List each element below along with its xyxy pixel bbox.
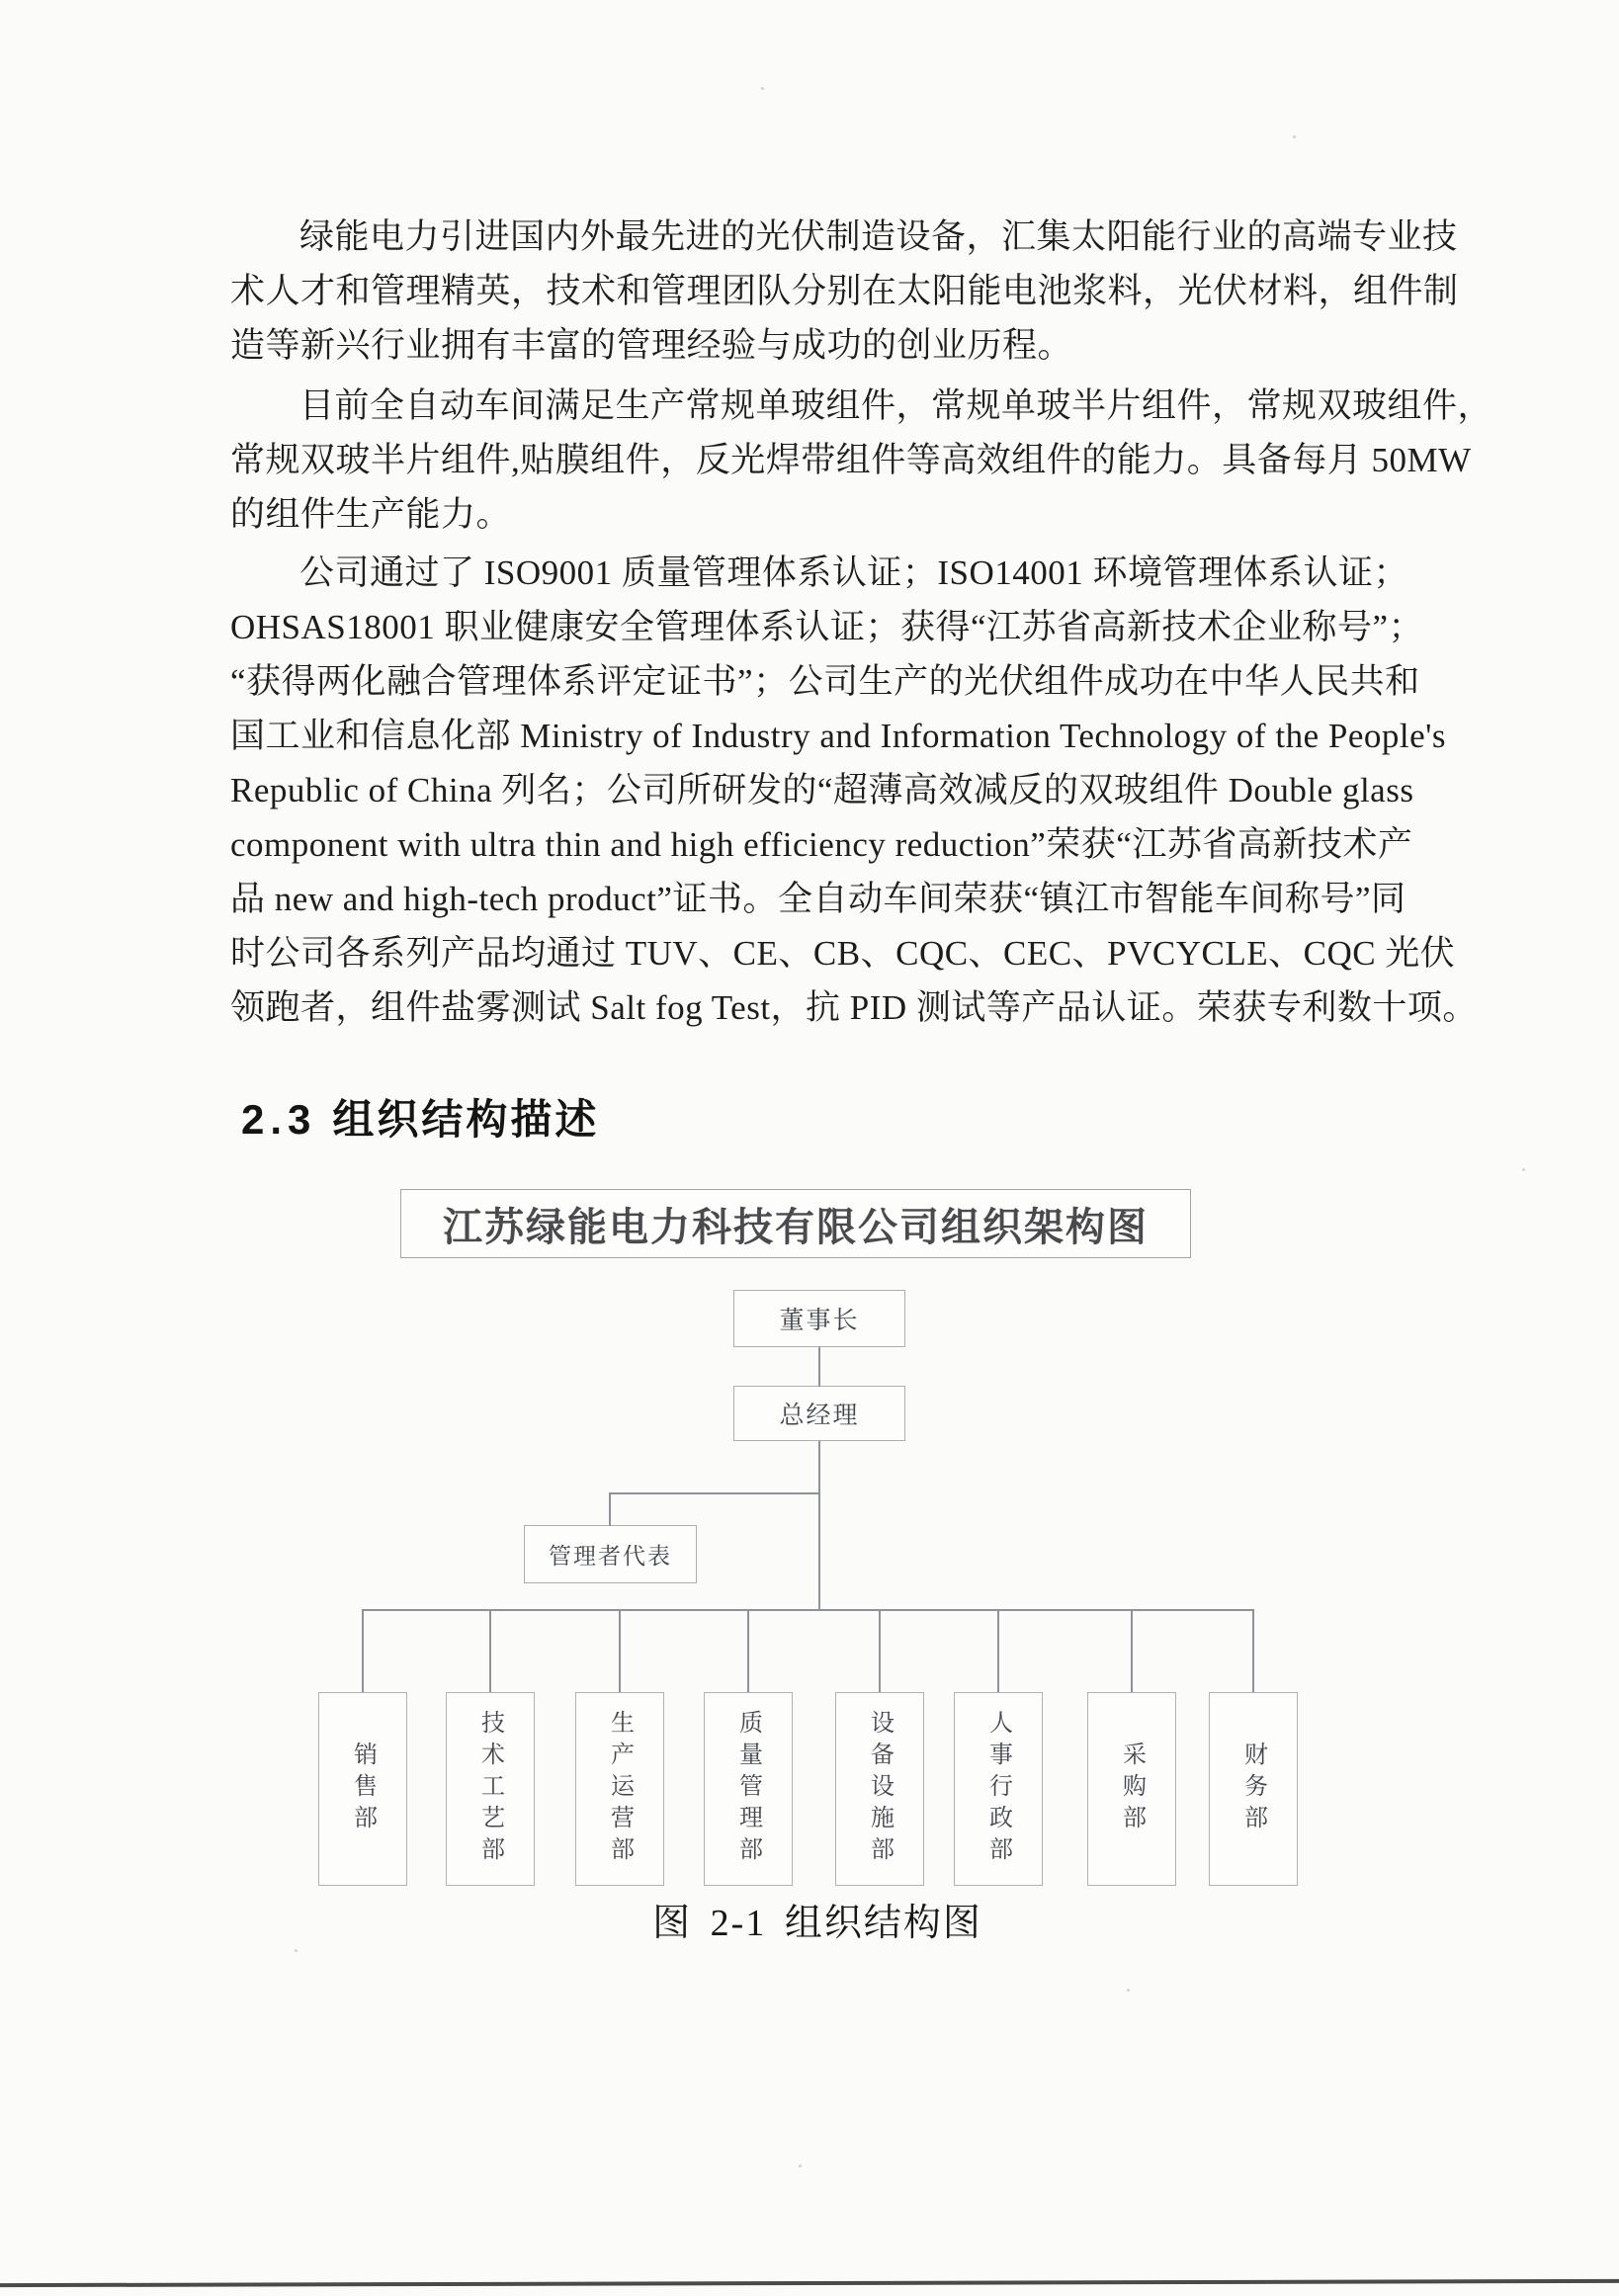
scan-speck: [1522, 1168, 1525, 1171]
dept-hr-administration: [954, 1692, 1043, 1886]
connector-drop-8: [1252, 1609, 1254, 1694]
connector-drop-7: [1131, 1609, 1133, 1694]
dept-finance-label: 财务部: [1239, 1742, 1267, 1836]
body-line: 术人才和管理精英，技术和管理团队分别在太阳能电池浆料，光伏材料，组件制: [230, 272, 1459, 310]
connector-drop-5: [879, 1609, 881, 1694]
body-line: 绿能电力引进国内外最先进的光伏制造设备，汇集太阳能行业的高端专业技: [299, 217, 1458, 256]
connector-drop-6: [997, 1609, 999, 1694]
body-line: 目前全自动车间满足生产常规单玻组件，常规单玻半片组件，常规双玻组件，: [299, 386, 1493, 425]
dept-equipment-facilities: [835, 1692, 924, 1886]
figure-caption: 图 2-1 组织结构图: [652, 1903, 982, 1944]
dept-sales: [318, 1692, 407, 1886]
dept-technology-process: [446, 1692, 535, 1886]
body-line: 公司通过了 ISO9001 质量管理体系认证；ISO14001 环境管理体系认证；: [299, 553, 1409, 592]
section-title: 组织结构描述: [332, 1096, 600, 1143]
body-line: OHSAS18001 职业健康安全管理体系认证；获得“江苏省高新技术企业称号”；: [230, 608, 1424, 646]
scan-speck: [1127, 1989, 1130, 1992]
connector-drop-4: [747, 1609, 749, 1694]
body-line: 国工业和信息化部 Ministry of Industry and Information Technology of the People's: [230, 717, 1447, 755]
org-chart-title-box: [400, 1189, 1191, 1258]
body-line: 时公司各系列产品均通过 TUV、CE、CB、CQC、CEC、PVCYCLE、CQC 光伏: [230, 934, 1456, 973]
scan-speck: [799, 2165, 802, 2168]
body-line: 的组件生产能力。: [230, 495, 512, 534]
body-line: “获得两化融合管理体系评定证书”；公司生产的光伏组件成功在中华人民共和: [230, 662, 1420, 701]
body-line: component with ultra thin and high efficiency reduction”荣获“江苏省高新技术产: [230, 825, 1413, 864]
connector-mgr-branch-v: [609, 1492, 611, 1526]
node-management-representative-label: 管理者代表: [549, 1543, 672, 1569]
connector-gm-bar: [818, 1441, 820, 1611]
body-line: 品 new and high-tech product”证书。全自动车间荣获“镇江市智能车间称号”同: [230, 880, 1406, 918]
dept-finance: [1209, 1692, 1298, 1886]
connector-drop-2: [489, 1609, 491, 1694]
node-chairman-label: 董事长: [779, 1307, 860, 1334]
body-line: Republic of China 列名；公司所研发的“超薄高效减反的双玻组件 Double glass: [230, 771, 1414, 809]
dept-equipment-facilities-label: 设备设施部: [866, 1710, 894, 1868]
dept-production-operations-label: 生产运营部: [606, 1710, 634, 1868]
scan-speck: [1293, 135, 1296, 138]
scan-speck: [761, 87, 764, 90]
node-general-manager-label: 总经理: [779, 1402, 860, 1429]
dept-production-operations: [575, 1692, 664, 1886]
dept-sales-label: 销售部: [349, 1742, 377, 1836]
connector-mgr-branch-h: [609, 1492, 820, 1494]
connector-chairman-gm: [818, 1347, 820, 1387]
node-management-representative: [524, 1525, 697, 1583]
node-chairman: [733, 1290, 905, 1347]
body-line: 常规双玻半片组件,贴膜组件，反光焊带组件等高效组件的能力。具备每月 50MW: [230, 441, 1472, 479]
dept-procurement-label: 采购部: [1118, 1742, 1146, 1836]
dept-hr-administration-label: 人事行政部: [984, 1710, 1012, 1868]
body-line: 领跑者，组件盐雾测试 Salt fog Test，抗 PID 测试等产品认证。荣获专利数十项。: [230, 988, 1478, 1027]
connector-drop-1: [362, 1609, 364, 1694]
dept-quality-management: [704, 1692, 793, 1886]
dept-technology-process-label: 技术工艺部: [476, 1710, 504, 1868]
body-line: 造等新兴行业拥有丰富的管理经验与成功的创业历程。: [230, 326, 1073, 365]
node-general-manager: [733, 1386, 905, 1441]
section-number: 2.3: [241, 1096, 317, 1143]
connector-distribution-bar: [362, 1609, 1254, 1611]
org-chart-title: 江苏绿能电力科技有限公司组织架构图: [443, 1205, 1149, 1249]
dept-quality-management-label: 质量管理部: [734, 1710, 762, 1868]
scan-speck: [295, 1949, 298, 1952]
dept-procurement: [1087, 1692, 1176, 1886]
connector-drop-3: [619, 1609, 621, 1694]
